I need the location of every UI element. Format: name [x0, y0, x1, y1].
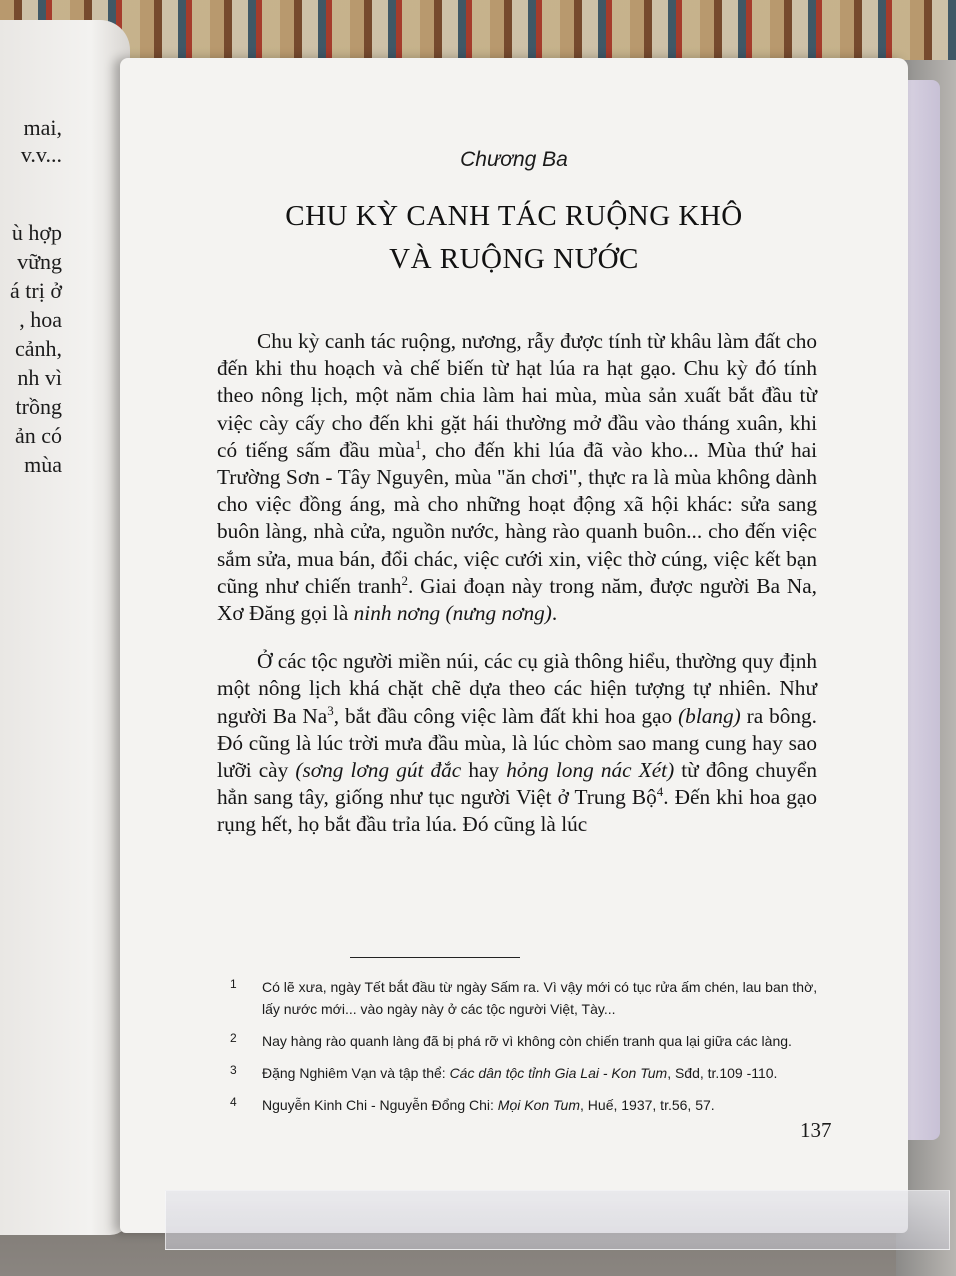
page-number: 137 [800, 1118, 832, 1142]
paragraph-2 [217, 648, 817, 838]
footnote-title: Các dân tộc tỉnh Gia Lai - Kon Tum [449, 1065, 668, 1081]
left-page-line: cảnh, [14, 336, 62, 361]
footnote-title: Mọi Kon Tum [497, 1097, 581, 1113]
left-page-line: mùa [24, 452, 62, 477]
footnote [230, 1062, 830, 1084]
footnote [230, 1030, 830, 1052]
left-page-line: vững [17, 249, 62, 274]
paragraph-1 [217, 328, 817, 627]
book-page [120, 58, 908, 1233]
footnotes [230, 976, 830, 1126]
text-run: . Đến khi hoa gạo rụng hết, họ bắt đầu trỉa lúa. Đó cũng là lúc [217, 785, 817, 837]
chapter-title-line-1: CHU KỲ CANH TÁC RUỘNG KHÔ [285, 200, 743, 232]
footnote-text: Nguyễn Kinh Chi - Nguyễn Đổng Chi: [262, 1097, 498, 1113]
text-run: hay [461, 758, 507, 783]
footnote-ref-1: 1 [414, 436, 422, 452]
text-run: . [551, 601, 558, 626]
footnote-number: 1 [230, 977, 237, 991]
footnote-number: 2 [230, 1031, 237, 1045]
footnote-text: Có lẽ xưa, ngày Tết bắt đầu từ ngày Sấm ra. Vì vậy mới có tục rửa ấm chén, lau ban thờ, lấy nước mới... vào ngày này ở các tộc người Việt, Tày... [262, 979, 818, 1017]
text-run: Chu kỳ canh tác ruộng, nương, rẫy được tính từ khâu làm đất cho đến khi thu hoạch và chế biến từ hạt lúa ra hạt gạo. Chu kỳ đó tính theo nông lịch, một năm chia làm hai mùa, mùa sản xuất bắt đầu từ việc cày cấy cho đến khi gặt hái thường mở đầu vào tháng xuân, khi có tiếng sấm đầu mùa [217, 329, 817, 462]
body-text [217, 328, 817, 839]
italic-term: hỏng long nác Xét) [506, 758, 675, 783]
footnote-ref-3: 3 [327, 702, 334, 718]
footnote-text: , Sđd, tr.109 -110. [667, 1065, 778, 1081]
text-run: từ đông chuyển hẳn sang tây, giống như tục người Việt ở Trung Bộ [217, 758, 818, 810]
left-page-line: trồng [15, 394, 62, 419]
footnote-text: Nay hàng rào quanh làng đã bị phá rỡ vì không còn chiến tranh qua lại giữa các làng. [262, 1033, 792, 1049]
left-page-line: v.v... [20, 142, 62, 167]
text-run: , bắt đầu công việc làm đất khi hoa gạo [333, 703, 679, 728]
left-page-line: nh vì [17, 365, 62, 390]
footnote-text: , Huế, 1937, tr.56, 57. [580, 1097, 715, 1113]
footnote [230, 976, 830, 1020]
text-run: ra bông. Đó cũng là lúc trời mưa đầu mùa, là lúc chòm sao mang cung hay sao lưỡi cày [217, 703, 817, 783]
footnote-ref-2: 2 [401, 572, 409, 588]
text-run: . Giai đoạn này trong năm, được người Ba Na, Xơ Đăng gọi là [217, 573, 817, 626]
footnote-number: 3 [230, 1063, 237, 1077]
left-page-line: ù hợp [11, 220, 62, 245]
footnote-ref-4: 4 [656, 784, 664, 800]
footnote [230, 1094, 830, 1116]
left-page-line: mai, [23, 115, 62, 140]
previous-page [0, 20, 130, 1235]
chapter-title-line-2: VÀ RUỘNG NƯỚC [389, 243, 639, 275]
left-page-line: , hoa [19, 307, 62, 332]
footnote-number: 4 [230, 1095, 237, 1109]
italic-term: (blang) [678, 703, 741, 728]
left-page-line: á trị ở [10, 278, 62, 303]
text-run: Ở các tộc người miền núi, các cụ già thông hiểu, thường quy định một nông lịch khá chặt chẽ dựa theo các hiện tượng tự nhiên. Như người Ba Na [217, 649, 817, 728]
left-page-line: ản có [14, 423, 62, 448]
text-run: , cho đến khi lúa đã vào kho... Mùa thứ hai Trường Sơn - Tây Nguyên, mùa "ăn chơi", thực ra là mùa không dành cho việc đồng áng, mà cho những hoạt động xã hội khác: sửa sang buôn làng, nhà cửa, nguồn nước, hàng rào quanh buôn... cho đến việc sắm sửa, mua bán, đổi chác, việc cưới xin, việc thờ cúng, việc kết bạn cũng như chiến tranh [217, 437, 818, 598]
acrylic-book-stand [165, 1190, 950, 1250]
italic-term: (sơng lơng gút đắc [295, 758, 462, 783]
footnote-text: Đặng Nghiêm Vạn và tập thể: [262, 1065, 450, 1081]
chapter-label: Chương Ba [460, 148, 568, 171]
footnote-divider [350, 957, 520, 958]
italic-term: ninh nơng (nưng nơng) [353, 601, 552, 626]
